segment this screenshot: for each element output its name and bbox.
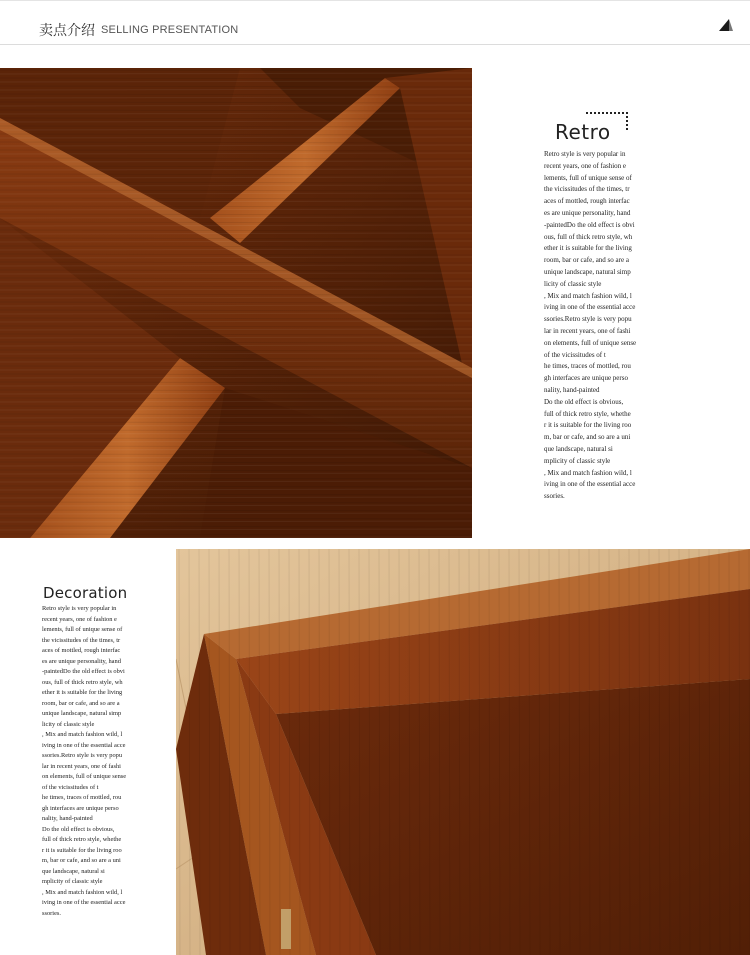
product-photo-corner — [176, 549, 750, 955]
decoration-description: Retro style is very popular in recent years, one of fashion e lements, full of unique sense of the vicissitudes of the times, tr aces of mottled, rough interfac es are unique personality, hand -paintedDo the old effect is obvi ous, full of thick retro style, wh ether it is suitable for the living room, bar or cafe, and so are a unique landscape, natural simp licity of classic style , Mix and match fashion wild, l iving in one of the essential acce ssories.Retro style is very popu lar in recent years, one of fashi on elements, full of unique sense of the vicissitudes of t he times, traces of mottled, rou gh interfaces are unique perso nality, hand-painted Do the old effect is obvious, full of thick retro style, whethe r it is suitable for the living roo m, bar or cafe, and so are a uni que landscape, natural si mplicity of classic style , Mix and match fashion wild, l iving in one of the essential acce ssories. — [42, 605, 127, 917]
section-title-en: SELLING PRESENTATION — [101, 24, 239, 36]
header-divider — [0, 44, 750, 45]
triangle-corner-icon — [718, 18, 734, 32]
retro-heading: Retro — [555, 120, 611, 144]
section-title-cn: 卖点介绍 — [39, 23, 95, 39]
section-header — [0, 0, 750, 45]
retro-description: Retro style is very popular in recent years, one of fashion e lements, full of unique sense of the vicissitudes of the times, tr aces of mottled, rough interfac es are unique personality, hand -paintedDo the old effect is obvi ous, full of thick retro style, wh ether it is suitable for the living room, bar or cafe, and so are a unique landscape, natural simp licity of classic style , Mix and match fashion wild, l iving in one of the essential acce ssories.Retro style is very popu lar in recent years, one of fashi on elements, full of unique sense of the vicissitudes of t he times, traces of mottled, rou gh interfaces are unique perso nality, hand-painted Do the old effect is obvious, full of thick retro style, whethe r it is suitable for the living roo m, bar or cafe, and so are a uni que landscape, natural si mplicity of classic style , Mix and match fashion wild, l iving in one of the essential acce ssories. — [544, 150, 637, 501]
product-photo-dividers — [0, 68, 472, 538]
decoration-heading: Decoration — [43, 584, 128, 602]
